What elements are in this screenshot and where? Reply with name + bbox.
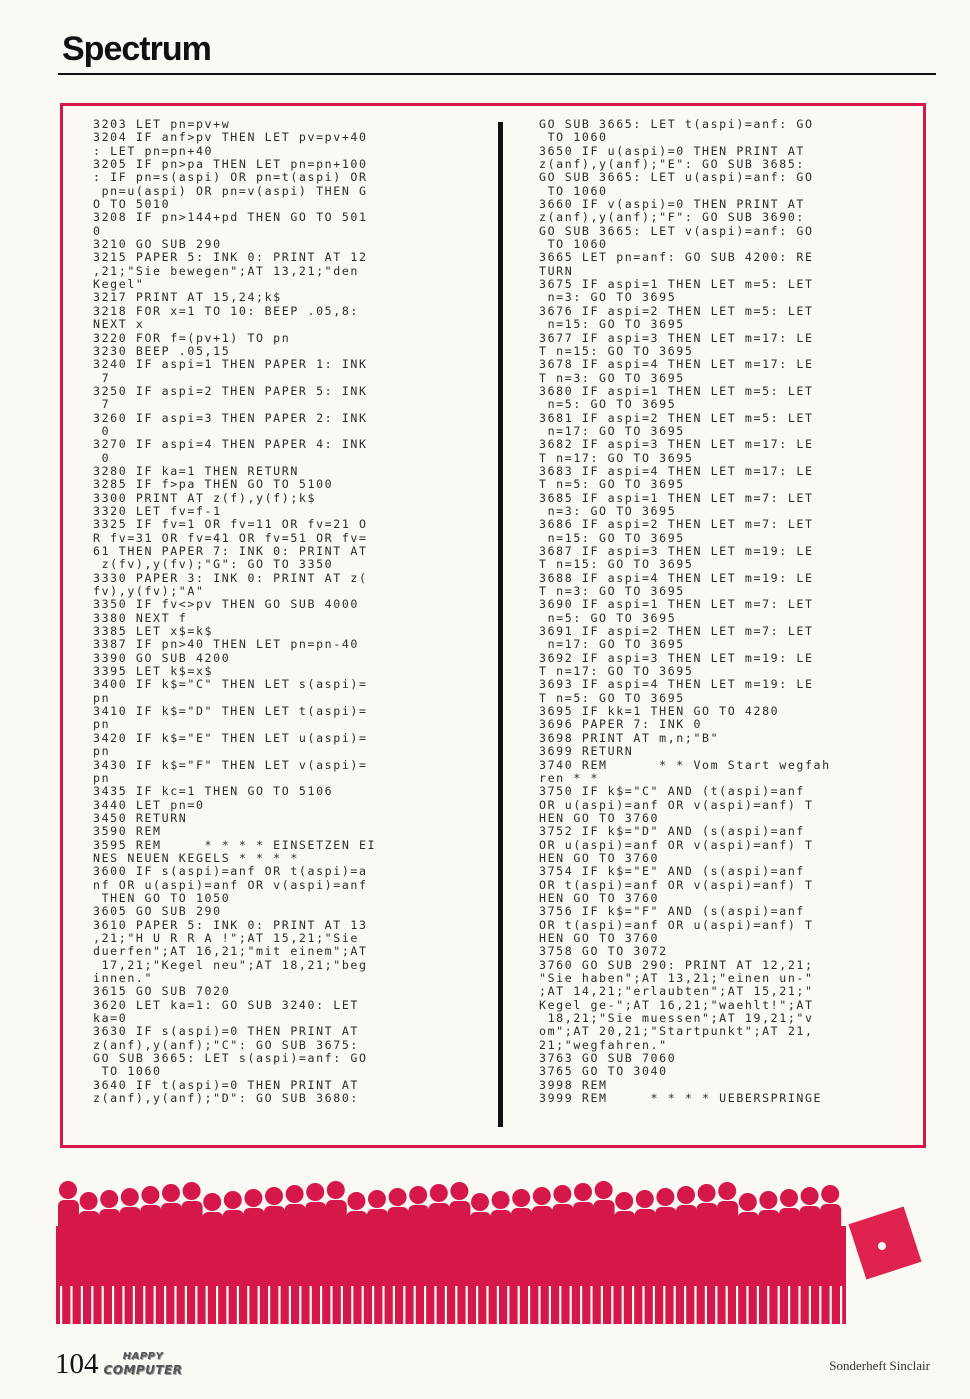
- title-rule: [58, 73, 936, 75]
- bowling-pin-box-icon: [848, 1206, 921, 1279]
- logo-text-bottom: COMPUTER: [103, 1363, 183, 1377]
- publication-name: Sonderheft Sinclair: [829, 1358, 930, 1373]
- logo-text-top: HAPPY: [122, 1351, 164, 1362]
- page-title: Spectrum: [62, 30, 211, 68]
- page-number: 104: [55, 1348, 99, 1380]
- crowd-silhouette-illustration: [56, 1164, 926, 1324]
- program-listing-frame: [60, 103, 926, 1148]
- listing-column-right: GO SUB 3665: LET t(aspi)=anf: GO TO 1060 3650 IF u(aspi)=0 THEN PRINT AT z(anf),y(anf);"E": GO SUB 3685: GO SUB 3665: LET u(aspi)=anf: GO TO 1060 3660 IF v(aspi)=0 THEN PRINT AT z(anf),y(anf);"F": GO SUB 3690: GO SUB 3665: LET v(aspi)=anf: GO TO 1060 3665 LET pn=anf: GO SUB 4200: RE TURN 3675 IF aspi=1 THEN LET m=5: LET n=3: GO TO 3695 3676 IF aspi=2 THEN LET m=5: LET n=15: GO TO 3695 3677 IF aspi=3 THEN LET m=17: LE T n=15: GO TO 3695 3678 IF aspi=4 THEN LET m=17: LE T n=3: GO TO 3695 3680 IF aspi=1 THEN LET m=5: LET n=5: GO TO 3695 3681 IF aspi=2 THEN LET m=5: LET n=17: GO TO 3695 3682 IF aspi=3 THEN LET m=17: LE T n=17: GO TO 3695 3683 IF aspi=4 THEN LET m=17: LE T n=5: GO TO 3695 3685 IF aspi=1 THEN LET m=7: LET n=3: GO TO 3695 3686 IF aspi=2 THEN LET m=7: LET n=15: GO TO 3695 3687 IF aspi=3 THEN LET m=19: LE T n=15: GO TO 3695 3688 IF aspi=4 THEN LET m=19: LE T n=3: GO TO 3695 3690 IF aspi=1 THEN LET m=7: LET n=5: GO TO 3695 3691 IF aspi=2 THEN LET m=7: LET n=17: GO TO 3695 3692 IF aspi=3 THEN LET m=19: LE T n=17: GO TO 3695 3693 IF aspi=4 THEN LET m=19: LE T n=5: GO TO 3695 3695 IF kk=1 THEN GO TO 4280 3696 PAPER 7: INK 0 3698 PRINT AT m,n;"B" 3699 RETURN 3740 REM * * Vom Start wegfah ren * * 3750 IF k$="C" AND (t(aspi)=anf OR u(aspi)=anf OR v(aspi)=anf) T HEN GO TO 3760 3752 IF k$="D" AND (s(aspi)=anf OR u(aspi)=anf OR v(aspi)=anf) T HEN GO TO 3760 3754 IF k$="E" AND (s(aspi)=anf OR t(aspi)=anf OR v(aspi)=anf) T HEN GO TO 3760 3756 IF k$="F" AND (s(aspi)=anf OR t(aspi)=anf OR u(aspi)=anf) T HEN GO TO 3760 3758 GO TO 3072 3760 GO SUB 290: PRINT AT 12,21; "Sie haben";AT 13,21;"einen un-" ;AT 14,21;"erlaubten";AT 15,21;" Kegel ge-";AT 16,21;"waehlt!";AT 18,21;"Sie muessen";AT 19,21;"v om";AT 20,21;"Startpunkt";AT 21, 21;"wegfahren." 3763 GO SUB 7060 3765 GO TO 3040 3998 REM 3999 REM * * * * UEBERSPRINGE: [539, 117, 831, 1106]
- listing-column-left: 3203 LET pn=pv+w 3204 IF anf>pv THEN LET pv=pv+40 : LET pn=pn+40 3205 IF pn>pa THEN LET pn=pn+100 : IF pn=s(aspi) OR pn=t(aspi) OR pn=u(aspi) OR pn=v(aspi) THEN G O TO 5010 3208 IF pn>144+pd THEN GO TO 501 0 3210 GO SUB 290 3215 PAPER 5: INK 0: PRINT AT 12 ,21;"Sie bewegen";AT 13,21;"den Kegel" 3217 PRINT AT 15,24;k$ 3218 FOR x=1 TO 10: BEEP .05,8: NEXT x 3220 FOR f=(pv+1) TO pn 3230 BEEP .05,15 3240 IF aspi=1 THEN PAPER 1: INK 7 3250 IF aspi=2 THEN PAPER 5: INK 7 3260 IF aspi=3 THEN PAPER 2: INK 0 3270 IF aspi=4 THEN PAPER 4: INK 0 3280 IF ka=1 THEN RETURN 3285 IF f>pa THEN GO TO 5100 3300 PRINT AT z(f),y(f);k$ 3320 LET fv=f-1 3325 IF fv=1 OR fv=11 OR fv=21 O R fv=31 OR fv=41 OR fv=51 OR fv= 61 THEN PAPER 7: INK 0: PRINT AT z(fv),y(fv);"G": GO TO 3350 3330 PAPER 3: INK 0: PRINT AT z( fv),y(fv);"A" 3350 IF fv<>pv THEN GO SUB 4000 3380 NEXT f 3385 LET x$=k$ 3387 IF pn>40 THEN LET pn=pn-40 3390 GO SUB 4200 3395 LET k$=x$ 3400 IF k$="C" THEN LET s(aspi)= pn 3410 IF k$="D" THEN LET t(aspi)= pn 3420 IF k$="E" THEN LET u(aspi)= pn 3430 IF k$="F" THEN LET v(aspi)= pn 3435 IF kc=1 THEN GO TO 5106 3440 LET pn=0 3450 RETURN 3590 REM 3595 REM * * * * EINSETZEN EI NES NEUEN KEGELS * * * * 3600 IF s(aspi)=anf OR t(aspi)=a nf OR u(aspi)=anf OR v(aspi)=anf THEN GO TO 1050 3605 GO SUB 290 3610 PAPER 5: INK 0: PRINT AT 13 ,21;"H U R R A !";AT 15,21;"Sie duerfen";AT 16,21;"mit einem";AT 17,21;"Kegel neu";AT 18,21;"beg innen." 3615 GO SUB 7020 3620 LET ka=1: GO SUB 3240: LET ka=0 3630 IF s(aspi)=0 THEN PRINT AT z(anf),y(anf);"C": GO SUB 3675: GO SUB 3665: LET s(aspi)=anf: GO TO 1060 3640 IF t(aspi)=0 THEN PRINT AT z(anf),y(anf);"D": GO SUB 3680:: [93, 117, 377, 1106]
- happy-computer-logo: [102, 1348, 184, 1380]
- column-divider: [498, 122, 503, 1127]
